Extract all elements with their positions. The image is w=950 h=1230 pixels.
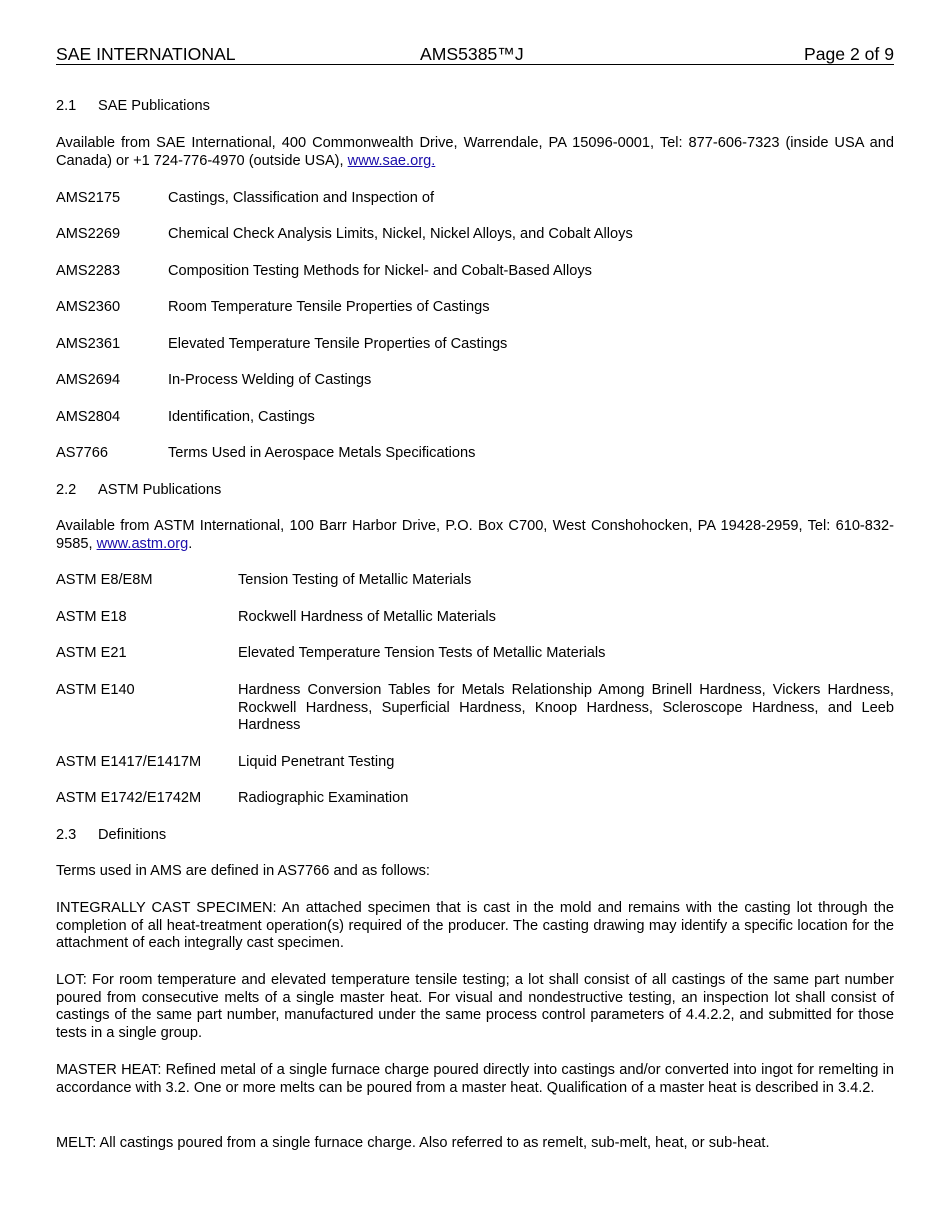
reference-code: AMS2804 xyxy=(56,409,121,425)
reference-code: AMS2360 xyxy=(56,299,121,315)
reference-title: Chemical Check Analysis Limits, Nickel, Nickel Alloys, and Cobalt Alloys xyxy=(168,226,633,242)
reference-code: ASTM E21 xyxy=(56,645,127,661)
astm-availability-paragraph xyxy=(56,518,894,553)
reference-title: Identification, Castings xyxy=(168,409,315,425)
reference-title: Elevated Temperature Tension Tests of Metallic Materials xyxy=(238,645,606,661)
reference-title: Room Temperature Tensile Properties of Castings xyxy=(168,299,490,315)
reference-title: Hardness Conversion Tables for Metals Relationship Among Brinell Hardness, Vickers Hardness, Rockwell Hardness, Superficial Hardness, Knoop Hardness, Scleroscope Hardness, and Leeb Hardness xyxy=(238,682,894,733)
reference-code: ASTM E1417/E1417M xyxy=(56,754,202,770)
definition-integrally-cast-specimen: INTEGRALLY CAST SPECIMEN: An attached specimen that is cast in the mold and remains with the casting lot through the completion of all heat-treatment operation(s) required of the producer. The casting drawing may identify a specific location for the attachment of each integrally cast specimen. xyxy=(56,900,894,951)
reference-title: Terms Used in Aerospace Metals Specifications xyxy=(168,445,476,461)
reference-code: AMS2269 xyxy=(56,226,121,242)
page-header xyxy=(56,44,894,65)
reference-code: AMS2361 xyxy=(56,336,121,352)
astm-availability-suffix: . xyxy=(188,535,193,552)
sae-availability-text: Available from SAE International, 400 Commonwealth Drive, Warrendale, PA 15096-0001, Tel: 877-606-7323 (inside USA and Canada) or +1 724-776-4970 (outside USA), xyxy=(56,135,894,169)
astm-website-link[interactable]: www.astm.org xyxy=(96,535,189,552)
sae-availability-paragraph xyxy=(56,135,894,170)
astm-availability-text: Available from ASTM International, 100 Barr Harbor Drive, P.O. Box C700, West Conshohocken, PA 19428-2959, Tel: 610-832-9585, xyxy=(56,518,894,552)
reference-title: Tension Testing of Metallic Materials xyxy=(238,572,472,588)
reference-title: Castings, Classification and Inspection of xyxy=(168,190,435,206)
reference-title: Radiographic Examination xyxy=(238,790,409,806)
reference-code: ASTM E8/E8M xyxy=(56,572,153,588)
header-page-number: Page 2 of 9 xyxy=(804,44,894,64)
sae-website-link[interactable]: www.sae.org. xyxy=(347,152,436,169)
reference-code: AMS2175 xyxy=(56,190,121,206)
reference-title: Elevated Temperature Tensile Properties of Castings xyxy=(168,336,508,352)
section-heading-2-3 xyxy=(56,827,894,845)
reference-title: In-Process Welding of Castings xyxy=(168,372,372,388)
definition-master-heat: MASTER HEAT: Refined metal of a single furnace charge poured directly into castings and/or converted into ingot for remelting in accordance with 3.2. One or more melts can be poured from a master heat. Qualification of a master heat is described in 3.4.2. xyxy=(56,1062,894,1096)
reference-code: AS7766 xyxy=(56,445,108,461)
reference-code: ASTM E1742/E1742M xyxy=(56,790,202,806)
reference-title: Liquid Penetrant Testing xyxy=(238,754,395,770)
section-heading-2-1 xyxy=(56,98,894,116)
section-number: 2.1 xyxy=(56,98,77,114)
reference-code: AMS2283 xyxy=(56,263,121,279)
definition-lot: LOT: For room temperature and elevated temperature tensile testing; a lot shall consist of all castings of the same part number poured from consecutive melts of a single master heat. For visual and nondestructive testing, an inspection lot shall consist of castings of the same part number, manufactured under the same process control parameters of 4.4.2.2, and submitted for those tests in a single group. xyxy=(56,972,894,1041)
section-title: SAE Publications xyxy=(98,98,210,114)
reference-code: ASTM E140 xyxy=(56,682,135,698)
section-number: 2.2 xyxy=(56,482,77,498)
reference-code: ASTM E18 xyxy=(56,609,127,625)
reference-title: Composition Testing Methods for Nickel- and Cobalt-Based Alloys xyxy=(168,263,592,279)
definition-melt: MELT: All castings poured from a single furnace charge. Also referred to as remelt, sub-melt, heat, or sub-heat. xyxy=(56,1135,770,1151)
section-number: 2.3 xyxy=(56,827,77,843)
definitions-intro: Terms used in AMS are defined in AS7766 and as follows: xyxy=(56,863,430,879)
reference-code: AMS2694 xyxy=(56,372,121,388)
section-title: ASTM Publications xyxy=(98,482,222,498)
section-title: Definitions xyxy=(98,827,167,843)
header-org: SAE INTERNATIONAL xyxy=(56,44,236,64)
reference-title: Rockwell Hardness of Metallic Materials xyxy=(238,609,496,625)
section-heading-2-2 xyxy=(56,482,894,500)
header-doc-id: AMS5385™J xyxy=(420,44,524,64)
